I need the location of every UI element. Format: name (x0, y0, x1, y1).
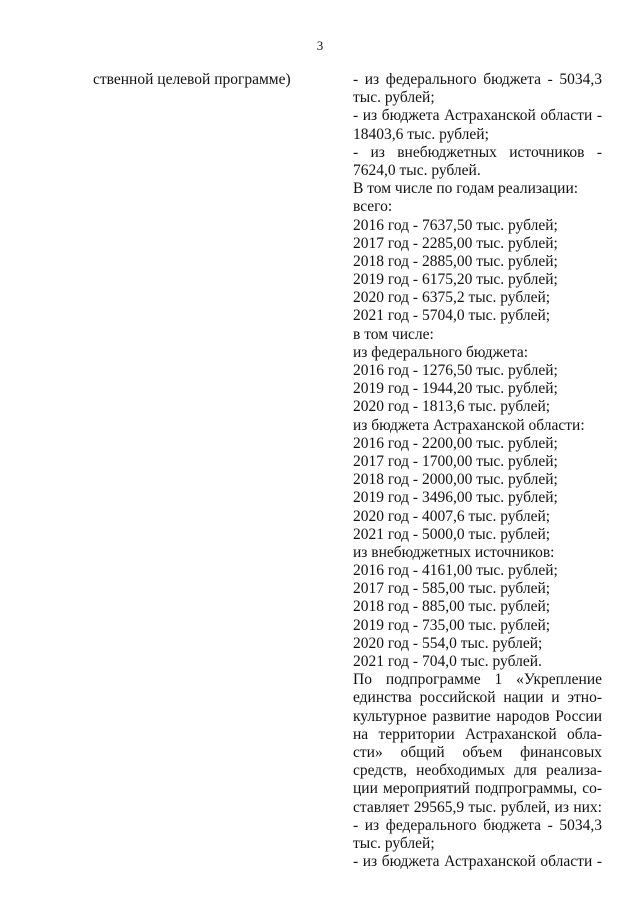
funding-line: из бюджета Астраханской области: (353, 416, 585, 434)
funding-line: 2019 год - 1944,20 тыс. рублей; (353, 380, 558, 398)
funding-line: - из внебюджетных источников - (353, 143, 602, 161)
funding-line: тыс. рублей; (353, 89, 435, 107)
funding-line: 7624,0 тыс. рублей. (353, 161, 481, 179)
funding-line: 2018 год - 2000,00 тыс. рублей; (353, 471, 558, 489)
funding-line: 2016 год - 2200,00 тыс. рублей; (353, 434, 558, 452)
funding-line: всего: (353, 198, 393, 216)
funding-line: 2016 год - 7637,50 тыс. рублей; (353, 216, 558, 234)
funding-line: - из бюджета Астраханской области - (353, 853, 602, 871)
funding-line: 2016 год - 1276,50 тыс. рублей; (353, 362, 558, 379)
program-name-cell: ственной целевой программе) (93, 71, 291, 88)
funding-line: 2017 год - 585,00 тыс. рублей; (353, 580, 551, 598)
funding-line: 2018 год - 2885,00 тыс. рублей; (353, 252, 558, 270)
funding-line: - из бюджета Астраханской области - (353, 107, 602, 125)
funding-line: 2020 год - 4007,6 тыс. рублей; (353, 507, 551, 525)
funding-line: единства российской нации и этно- (353, 689, 602, 707)
funding-line: на территории Астраханской обла- (353, 725, 602, 743)
funding-line: ции мероприятий подпрограммы, со- (353, 780, 602, 798)
funding-line: 2017 год - 2285,00 тыс. рублей; (353, 234, 558, 252)
page-number: 3 (316, 38, 324, 53)
funding-line: 2020 год - 1813,6 тыс. рублей; (353, 398, 551, 416)
funding-line: 2021 год - 5704,0 тыс. рублей; (353, 307, 551, 325)
funding-line: из федерального бюджета: (353, 343, 529, 361)
funding-line: 2016 год - 4161,00 тыс. рублей; (353, 562, 558, 580)
funding-line: 2017 год - 1700,00 тыс. рублей; (353, 452, 558, 470)
funding-line: в том числе: (353, 325, 434, 343)
funding-column (353, 71, 602, 871)
funding-line: из внебюджетных источников: (353, 543, 555, 561)
funding-line: средств, необходимых для реализа- (353, 762, 602, 780)
funding-line: В том числе по годам реализации: (353, 180, 579, 198)
funding-line: 2021 год - 704,0 тыс. рублей. (353, 653, 542, 670)
funding-line: По подпрограмме 1 «Укрепление (353, 671, 602, 689)
funding-line: 2020 год - 554,0 тыс. рублей; (353, 634, 543, 652)
funding-line: 2018 год - 885,00 тыс. рублей; (353, 598, 551, 616)
funding-line: 2019 год - 735,00 тыс. рублей; (353, 616, 551, 634)
funding-line: сти» общий объем финансовых (353, 743, 602, 761)
funding-line: 2019 год - 3496,00 тыс. рублей; (353, 489, 558, 507)
funding-line: ставляет 29565,9 тыс. рублей, из них: (353, 798, 602, 816)
funding-line: - из федерального бюджета - 5034,3 (353, 71, 602, 88)
funding-line: 2020 год - 6375,2 тыс. рублей; (353, 289, 551, 307)
funding-line: - из федерального бюджета - 5034,3 (353, 816, 602, 834)
funding-line: 18403,6 тыс. рублей; (353, 125, 489, 143)
funding-line: тыс. рублей; (353, 834, 435, 852)
funding-line: 2021 год - 5000,0 тыс. рублей; (353, 525, 551, 543)
funding-line: 2019 год - 6175,20 тыс. рублей; (353, 271, 558, 289)
funding-line: культурное развитие народов России (353, 707, 602, 725)
